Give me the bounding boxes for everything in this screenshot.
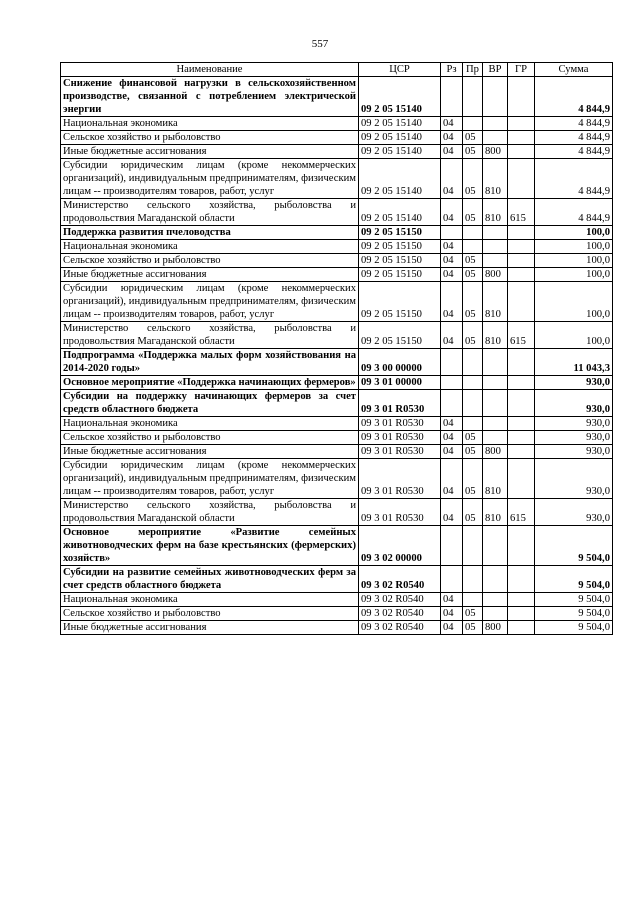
cell-sum: 930,0 [535,445,613,459]
cell-vr: 800 [483,268,508,282]
cell-pr: 05 [463,254,483,268]
cell-rz [441,226,463,240]
cell-csr: 09 3 01 R0530 [359,499,441,526]
cell-vr [483,526,508,566]
cell-vr [483,240,508,254]
cell-csr: 09 2 05 15150 [359,240,441,254]
cell-rz: 04 [441,621,463,635]
cell-vr [483,593,508,607]
header-csr: ЦСР [359,63,441,77]
cell-gr [508,459,535,499]
cell-pr: 05 [463,159,483,199]
cell-csr: 09 3 01 R0530 [359,390,441,417]
cell-gr [508,254,535,268]
cell-pr: 05 [463,621,483,635]
cell-rz [441,376,463,390]
cell-gr [508,77,535,117]
cell-csr: 09 2 05 15150 [359,322,441,349]
cell-pr [463,593,483,607]
cell-vr: 810 [483,199,508,226]
cell-csr: 09 2 05 15140 [359,131,441,145]
header-pr: Пр [463,63,483,77]
table-row [61,77,613,117]
cell-rz [441,77,463,117]
table-row [61,226,613,240]
cell-sum: 100,0 [535,226,613,240]
cell-pr [463,349,483,376]
cell-pr [463,77,483,117]
table-row [61,376,613,390]
cell-name: Сельское хозяйство и рыболовство [61,131,359,145]
cell-csr: 09 3 01 00000 [359,376,441,390]
cell-name: Субсидии юридическим лицам (кроме некоммерческих организаций), индивидуальным предпринимателям, физическим лицам -- производителям товаров, работ, услуг [61,159,359,199]
cell-csr: 09 3 01 R0530 [359,417,441,431]
cell-sum: 930,0 [535,431,613,445]
cell-rz: 04 [441,499,463,526]
cell-vr: 810 [483,459,508,499]
cell-csr: 09 3 02 R0540 [359,566,441,593]
cell-csr: 09 3 01 R0530 [359,459,441,499]
cell-pr: 05 [463,145,483,159]
cell-name: Иные бюджетные ассигнования [61,621,359,635]
table-row [61,566,613,593]
cell-gr [508,390,535,417]
cell-sum: 930,0 [535,376,613,390]
cell-name: Субсидии на развитие семейных животноводческих ферм за счет средств областного бюджета [61,566,359,593]
cell-sum: 4 844,9 [535,145,613,159]
cell-pr: 05 [463,322,483,349]
cell-vr: 800 [483,621,508,635]
cell-vr [483,607,508,621]
cell-vr: 810 [483,322,508,349]
cell-pr [463,566,483,593]
cell-gr [508,376,535,390]
cell-rz: 04 [441,145,463,159]
header-gr: ГР [508,63,535,77]
cell-sum: 930,0 [535,499,613,526]
cell-name: Сельское хозяйство и рыболовство [61,431,359,445]
cell-csr: 09 3 01 R0530 [359,431,441,445]
cell-gr [508,621,535,635]
cell-pr: 05 [463,268,483,282]
cell-csr: 09 2 05 15140 [359,145,441,159]
cell-sum: 9 504,0 [535,621,613,635]
cell-csr: 09 3 01 R0530 [359,445,441,459]
table-row [61,322,613,349]
cell-vr [483,431,508,445]
cell-vr [483,349,508,376]
cell-rz [441,390,463,417]
cell-name: Сельское хозяйство и рыболовство [61,254,359,268]
cell-rz: 04 [441,268,463,282]
cell-vr: 800 [483,445,508,459]
cell-pr [463,117,483,131]
cell-name: Субсидии юридическим лицам (кроме некоммерческих организаций), индивидуальным предпринимателям, физическим лицам -- производителям товаров, работ, услуг [61,459,359,499]
cell-pr [463,526,483,566]
table-row [61,390,613,417]
cell-name: Национальная экономика [61,417,359,431]
cell-csr: 09 3 02 00000 [359,526,441,566]
cell-csr: 09 2 05 15140 [359,117,441,131]
cell-sum: 4 844,9 [535,131,613,145]
cell-name: Поддержка развития пчеловодства [61,226,359,240]
table-row [61,199,613,226]
cell-name: Сельское хозяйство и рыболовство [61,607,359,621]
cell-vr [483,390,508,417]
budget-table [60,62,613,635]
cell-rz: 04 [441,322,463,349]
cell-vr: 810 [483,282,508,322]
table-row [61,417,613,431]
cell-vr [483,77,508,117]
cell-gr [508,226,535,240]
cell-gr: 615 [508,322,535,349]
cell-name: Министерство сельского хозяйства, рыболовства и продовольствия Магаданской области [61,322,359,349]
cell-gr [508,159,535,199]
cell-name: Основное мероприятие «Поддержка начинающих фермеров» [61,376,359,390]
cell-name: Министерство сельского хозяйства, рыболовства и продовольствия Магаданской области [61,199,359,226]
cell-gr [508,431,535,445]
table-row [61,431,613,445]
cell-sum: 100,0 [535,240,613,254]
cell-name: Национальная экономика [61,240,359,254]
cell-sum: 100,0 [535,254,613,268]
cell-csr: 09 3 02 R0540 [359,593,441,607]
table-row [61,607,613,621]
cell-name: Национальная экономика [61,593,359,607]
cell-vr [483,376,508,390]
table-row [61,254,613,268]
cell-gr [508,349,535,376]
cell-rz [441,526,463,566]
cell-pr: 05 [463,199,483,226]
cell-gr [508,131,535,145]
cell-gr [508,445,535,459]
cell-pr: 05 [463,445,483,459]
cell-name: Подпрограмма «Поддержка малых форм хозяйствования на 2014-2020 годы» [61,349,359,376]
cell-pr: 05 [463,282,483,322]
cell-rz: 04 [441,593,463,607]
cell-vr [483,417,508,431]
cell-csr: 09 3 02 R0540 [359,607,441,621]
table-row [61,459,613,499]
cell-vr: 810 [483,159,508,199]
cell-sum: 9 504,0 [535,607,613,621]
table-row [61,117,613,131]
page-number: 557 [311,38,329,50]
cell-rz: 04 [441,431,463,445]
cell-sum: 9 504,0 [535,593,613,607]
cell-rz: 04 [441,199,463,226]
cell-rz: 04 [441,417,463,431]
cell-gr [508,417,535,431]
cell-rz: 04 [441,254,463,268]
cell-gr: 615 [508,499,535,526]
cell-pr [463,226,483,240]
cell-csr: 09 2 05 15140 [359,77,441,117]
cell-name: Иные бюджетные ассигнования [61,445,359,459]
cell-rz [441,349,463,376]
cell-gr [508,145,535,159]
cell-pr [463,240,483,254]
table-row [61,526,613,566]
cell-name: Субсидии юридическим лицам (кроме некоммерческих организаций), индивидуальным предпринимателям, физическим лицам -- производителям товаров, работ, услуг [61,282,359,322]
table-row [61,145,613,159]
cell-gr [508,593,535,607]
cell-csr: 09 3 02 R0540 [359,621,441,635]
cell-gr [508,268,535,282]
table-row [61,445,613,459]
cell-csr: 09 2 05 15140 [359,199,441,226]
cell-gr: 615 [508,199,535,226]
cell-pr [463,390,483,417]
cell-gr [508,117,535,131]
table-row [61,349,613,376]
cell-sum: 930,0 [535,417,613,431]
table-row [61,593,613,607]
header-sum: Сумма [535,63,613,77]
cell-pr: 05 [463,499,483,526]
cell-rz [441,566,463,593]
cell-csr: 09 2 05 15140 [359,159,441,199]
header-rz: Рз [441,63,463,77]
cell-sum: 11 043,3 [535,349,613,376]
cell-vr: 800 [483,145,508,159]
cell-gr [508,607,535,621]
cell-vr [483,254,508,268]
cell-sum: 100,0 [535,282,613,322]
cell-sum: 4 844,9 [535,159,613,199]
cell-csr: 09 2 05 15150 [359,282,441,322]
cell-gr [508,240,535,254]
cell-sum: 4 844,9 [535,199,613,226]
cell-pr: 05 [463,131,483,145]
cell-vr: 810 [483,499,508,526]
cell-name: Иные бюджетные ассигнования [61,145,359,159]
cell-sum: 9 504,0 [535,566,613,593]
cell-name: Субсидии на поддержку начинающих фермеров за счет средств областного бюджета [61,390,359,417]
cell-vr [483,566,508,593]
cell-name: Иные бюджетные ассигнования [61,268,359,282]
cell-rz: 04 [441,117,463,131]
cell-rz: 04 [441,159,463,199]
cell-pr: 05 [463,459,483,499]
cell-rz: 04 [441,445,463,459]
cell-pr: 05 [463,431,483,445]
table-row [61,499,613,526]
cell-csr: 09 3 00 00000 [359,349,441,376]
cell-sum: 4 844,9 [535,77,613,117]
cell-sum: 4 844,9 [535,117,613,131]
header-vr: ВР [483,63,508,77]
cell-vr [483,226,508,240]
cell-sum: 9 504,0 [535,526,613,566]
cell-name: Основное мероприятие «Развитие семейных животноводческих ферм на базе крестьянских (фермерских) хозяйств» [61,526,359,566]
cell-vr [483,131,508,145]
cell-name: Национальная экономика [61,117,359,131]
cell-csr: 09 2 05 15150 [359,254,441,268]
header-name: Наименование [61,63,359,77]
cell-rz: 04 [441,131,463,145]
cell-name: Снижение финансовой нагрузки в сельскохозяйственном производстве, связанной с потреблением электрической энергии [61,77,359,117]
cell-pr [463,376,483,390]
table-row [61,621,613,635]
cell-sum: 100,0 [535,322,613,349]
cell-pr: 05 [463,607,483,621]
cell-gr [508,526,535,566]
cell-sum: 100,0 [535,268,613,282]
table-row [61,268,613,282]
cell-rz: 04 [441,240,463,254]
cell-rz: 04 [441,607,463,621]
table-body [61,77,613,635]
cell-sum: 930,0 [535,390,613,417]
cell-name: Министерство сельского хозяйства, рыболовства и продовольствия Магаданской области [61,499,359,526]
cell-pr [463,417,483,431]
cell-csr: 09 2 05 15150 [359,268,441,282]
cell-rz: 04 [441,282,463,322]
cell-sum: 930,0 [535,459,613,499]
table-header-row [61,63,613,77]
cell-gr [508,566,535,593]
cell-rz: 04 [441,459,463,499]
cell-csr: 09 2 05 15150 [359,226,441,240]
table-row [61,282,613,322]
table-row [61,159,613,199]
cell-gr [508,282,535,322]
cell-vr [483,117,508,131]
table-row [61,240,613,254]
table-row [61,131,613,145]
